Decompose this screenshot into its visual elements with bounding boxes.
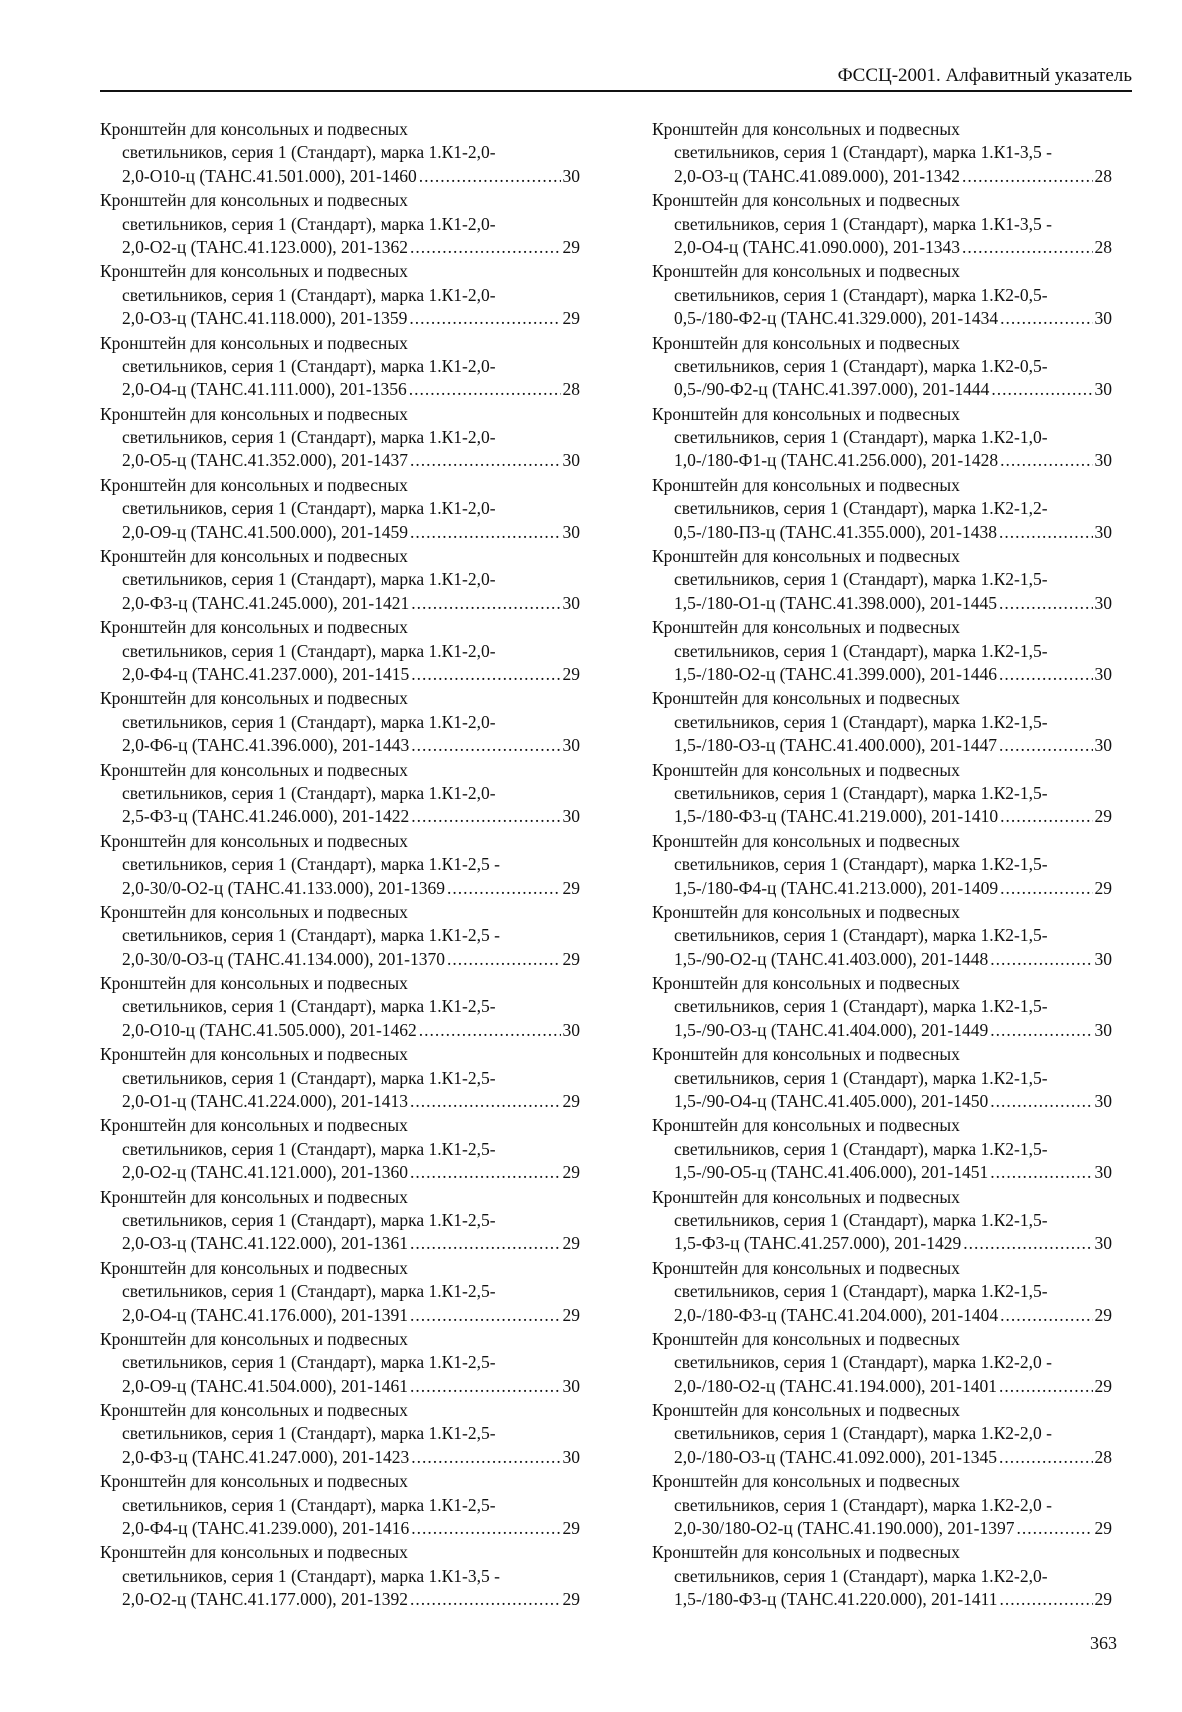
entry-page-number: 30 — [562, 735, 580, 756]
entry-reference: 2,0-О5-ц (ТАНС.41.352.000), 201-1437 — [122, 450, 409, 471]
index-entry — [100, 687, 580, 757]
entry-page-number: 30 — [1094, 1233, 1112, 1254]
entry-reference: 1,5-/180-О3-ц (ТАНС.41.400.000), 201-1447 — [674, 735, 997, 756]
entry-reference: 1,5-/90-О5-ц (ТАНС.41.406.000), 201-1451 — [674, 1162, 989, 1183]
dot-leader — [999, 521, 1093, 544]
entry-description: светильников, серия 1 (Стандарт), марка 1.К2-2,0 - — [674, 1423, 1052, 1444]
entry-heading: Кронштейн для консольных и подвесных — [100, 1328, 408, 1349]
entry-reference-line — [652, 734, 1112, 757]
entry-reference: 2,0-О4-ц (ТАНС.41.176.000), 201-1391 — [122, 1304, 409, 1325]
entry-reference: 2,0-О10-ц (ТАНС.41.505.000), 201-1462 — [122, 1019, 417, 1040]
entry-heading: Кронштейн для консольных и подвесных — [652, 474, 960, 495]
entry-heading: Кронштейн для консольных и подвесных — [652, 973, 960, 994]
dot-leader — [999, 1446, 1093, 1469]
entry-reference-line — [652, 1446, 1112, 1469]
entry-heading: Кронштейн для консольных и подвесных — [652, 830, 960, 851]
entry-reference-line — [100, 449, 580, 472]
dot-leader — [1016, 1517, 1092, 1540]
entry-description: светильников, серия 1 (Стандарт), марка 1.К1-2,0- — [122, 213, 496, 234]
entry-page-number: 29 — [562, 1304, 580, 1325]
dot-leader — [1000, 1588, 1093, 1611]
entry-description: светильников, серия 1 (Стандарт), марка 1.К1-2,0- — [122, 782, 496, 803]
entry-reference: 1,5-/90-О4-ц (ТАНС.41.405.000), 201-1450 — [674, 1091, 989, 1112]
index-entry — [652, 545, 1112, 615]
entry-page-number: 29 — [562, 948, 580, 969]
entry-reference: 2,0-30/0-О3-ц (ТАНС.41.134.000), 201-1370 — [122, 948, 445, 969]
dot-leader — [410, 236, 560, 259]
entry-reference-line — [652, 449, 1112, 472]
entry-heading: Кронштейн для консольных и подвесных — [652, 1257, 960, 1278]
dot-leader — [419, 1019, 561, 1042]
entry-page-number: 29 — [562, 1162, 580, 1183]
entry-heading: Кронштейн для консольных и подвесных — [100, 403, 408, 424]
entry-page-number: 29 — [562, 1518, 580, 1539]
entry-reference: 2,0-О3-ц (ТАНС.41.089.000), 201-1342 — [674, 165, 961, 186]
entry-heading: Кронштейн для консольных и подвесных — [652, 1471, 960, 1492]
entry-reference: 2,0-О4-ц (ТАНС.41.111.000), 201-1356 — [122, 379, 407, 400]
entry-reference-line — [100, 1588, 580, 1611]
entry-description: светильников, серия 1 (Стандарт), марка 1.К1-2,5- — [122, 1423, 496, 1444]
entry-description: светильников, серия 1 (Стандарт), марка 1.К2-2,0 - — [674, 1352, 1052, 1373]
entry-page-number: 30 — [562, 806, 580, 827]
dot-leader — [1000, 805, 1092, 828]
entry-page-number: 29 — [1094, 877, 1112, 898]
entry-heading: Кронштейн для консольных и подвесных — [100, 830, 408, 851]
entry-heading: Кронштейн для консольных и подвесных — [652, 261, 960, 282]
entry-description: светильников, серия 1 (Стандарт), марка 1.К2-1,5- — [674, 569, 1048, 590]
entry-reference-line — [652, 877, 1112, 900]
entry-description: светильников, серия 1 (Стандарт), марка 1.К1-2,5- — [122, 1138, 496, 1159]
dot-leader — [990, 948, 1092, 971]
entry-reference: 1,5-/90-О2-ц (ТАНС.41.403.000), 201-1448 — [674, 948, 989, 969]
index-entry — [652, 830, 1112, 900]
index-entry — [652, 474, 1112, 544]
dot-leader — [410, 449, 560, 472]
index-entry — [652, 759, 1112, 829]
entry-reference: 2,0-/180-О2-ц (ТАНС.41.194.000), 201-1401 — [674, 1375, 997, 1396]
entry-reference: 2,0-30/180-О2-ц (ТАНС.41.190.000), 201-1397 — [674, 1518, 1015, 1539]
entry-page-number: 30 — [1094, 1162, 1112, 1183]
entry-heading: Кронштейн для консольных и подвесных — [100, 759, 408, 780]
entry-page-number: 28 — [562, 379, 580, 400]
entry-reference: 2,0-/180-Ф3-ц (ТАНС.41.204.000), 201-1404 — [674, 1304, 999, 1325]
entry-page-number: 28 — [1094, 236, 1112, 257]
dot-leader — [962, 165, 1092, 188]
entry-heading: Кронштейн для консольных и подвесных — [652, 403, 960, 424]
entry-page-number: 30 — [1094, 663, 1112, 684]
dot-leader — [410, 1161, 560, 1184]
entry-reference: 1,5-/180-Ф3-ц (ТАНС.41.220.000), 201-1411 — [674, 1589, 998, 1610]
dot-leader — [1000, 307, 1092, 330]
index-entry — [100, 1114, 580, 1184]
entry-description: светильников, серия 1 (Стандарт), марка 1.К1-2,0- — [122, 498, 496, 519]
entry-page-number: 30 — [562, 1446, 580, 1467]
dot-leader — [409, 307, 560, 330]
entry-description: светильников, серия 1 (Стандарт), марка 1.К2-2,0- — [674, 1565, 1048, 1586]
entry-reference-line — [100, 1375, 580, 1398]
entry-reference: 2,0-О4-ц (ТАНС.41.090.000), 201-1343 — [674, 236, 961, 257]
entry-reference-line — [652, 1375, 1112, 1398]
entry-description: светильников, серия 1 (Стандарт), марка 1.К1-2,5- — [122, 1209, 496, 1230]
entry-description: светильников, серия 1 (Стандарт), марка 1.К2-1,5- — [674, 782, 1048, 803]
entry-page-number: 29 — [562, 1589, 580, 1610]
entry-reference-line — [652, 592, 1112, 615]
entry-page-number: 28 — [1094, 1446, 1112, 1467]
entry-heading: Кронштейн для консольных и подвесных — [652, 546, 960, 567]
index-entry — [100, 403, 580, 473]
index-entry — [100, 1541, 580, 1611]
entry-reference: 1,5-/180-О1-ц (ТАНС.41.398.000), 201-1445 — [674, 592, 997, 613]
dot-leader — [447, 877, 561, 900]
entry-reference: 2,0-О2-ц (ТАНС.41.121.000), 201-1360 — [122, 1162, 409, 1183]
entry-reference-line — [100, 734, 580, 757]
dot-leader — [410, 1375, 560, 1398]
index-entry — [652, 1541, 1112, 1611]
entry-reference: 2,0-30/0-О2-ц (ТАНС.41.133.000), 201-1369 — [122, 877, 445, 898]
entry-reference-line — [100, 1090, 580, 1113]
entry-description: светильников, серия 1 (Стандарт), марка 1.К1-2,5- — [122, 1067, 496, 1088]
entry-page-number: 29 — [562, 236, 580, 257]
entry-reference: 0,5-/90-Ф2-ц (ТАНС.41.397.000), 201-1444 — [674, 379, 990, 400]
entry-description: светильников, серия 1 (Стандарт), марка 1.К1-3,5 - — [674, 213, 1052, 234]
dot-leader — [999, 663, 1093, 686]
index-entry — [100, 545, 580, 615]
entry-description: светильников, серия 1 (Стандарт), марка 1.К2-2,0 - — [674, 1494, 1052, 1515]
entry-heading: Кронштейн для консольных и подвесных — [100, 546, 408, 567]
dot-leader — [999, 734, 1093, 757]
entry-heading: Кронштейн для консольных и подвесных — [100, 190, 408, 211]
entry-heading: Кронштейн для консольных и подвесных — [100, 119, 408, 139]
entry-description: светильников, серия 1 (Стандарт), марка 1.К2-1,5- — [674, 854, 1048, 875]
dot-leader — [419, 165, 561, 188]
dot-leader — [990, 1161, 1092, 1184]
entry-reference-line — [652, 1090, 1112, 1113]
entry-description: светильников, серия 1 (Стандарт), марка 1.К1-2,0- — [122, 569, 496, 590]
index-entry — [652, 403, 1112, 473]
entry-reference: 2,0-/180-О3-ц (ТАНС.41.092.000), 201-1345 — [674, 1446, 997, 1467]
entry-heading: Кронштейн для консольных и подвесных — [100, 688, 408, 709]
dot-leader — [962, 236, 1092, 259]
entry-reference: 2,5-Ф3-ц (ТАНС.41.246.000), 201-1422 — [122, 806, 410, 827]
entry-reference-line — [652, 521, 1112, 544]
entry-description: светильников, серия 1 (Стандарт), марка 1.К1-2,5- — [122, 1352, 496, 1373]
dot-leader — [410, 521, 560, 544]
entry-reference-line — [100, 165, 580, 188]
entry-reference: 2,0-О3-ц (ТАНС.41.122.000), 201-1361 — [122, 1233, 409, 1254]
entry-reference-line — [652, 1161, 1112, 1184]
entry-reference: 2,0-О3-ц (ТАНС.41.118.000), 201-1359 — [122, 308, 408, 329]
entry-heading: Кронштейн для консольных и подвесных — [652, 1542, 960, 1563]
entry-reference-line — [652, 1019, 1112, 1042]
entry-page-number: 30 — [562, 1019, 580, 1040]
entry-description: светильников, серия 1 (Стандарт), марка 1.К2-1,5- — [674, 1281, 1048, 1302]
index-entry — [652, 118, 1112, 188]
entry-page-number: 30 — [562, 1375, 580, 1396]
entry-description: светильников, серия 1 (Стандарт), марка 1.К1-2,5 - — [122, 854, 500, 875]
dot-leader — [991, 378, 1092, 401]
entry-heading: Кронштейн для консольных и подвесных — [652, 759, 960, 780]
index-entry — [652, 189, 1112, 259]
header-rule — [100, 90, 1132, 92]
entry-heading: Кронштейн для консольных и подвесных — [652, 190, 960, 211]
dot-leader — [411, 1446, 560, 1469]
entry-heading: Кронштейн для консольных и подвесных — [652, 1186, 960, 1207]
entry-reference-line — [100, 948, 580, 971]
entry-reference-line — [652, 663, 1112, 686]
index-entry — [652, 1186, 1112, 1256]
entry-description: светильников, серия 1 (Стандарт), марка 1.К2-1,5- — [674, 996, 1048, 1017]
index-entry — [652, 1328, 1112, 1398]
dot-leader — [963, 1232, 1092, 1255]
entry-reference: 2,0-Ф4-ц (ТАНС.41.239.000), 201-1416 — [122, 1518, 410, 1539]
entry-page-number: 29 — [1094, 1304, 1112, 1325]
index-entry — [100, 1470, 580, 1540]
index-entry — [652, 1257, 1112, 1327]
entry-description: светильников, серия 1 (Стандарт), марка 1.К2-1,5- — [674, 1138, 1048, 1159]
page-number: 363 — [1090, 1633, 1117, 1653]
entry-heading: Кронштейн для консольных и подвесных — [652, 332, 960, 353]
entry-reference-line — [652, 1517, 1112, 1540]
entry-reference: 1,0-/180-Ф1-ц (ТАНС.41.256.000), 201-1428 — [674, 450, 999, 471]
entry-page-number: 30 — [1094, 948, 1112, 969]
dot-leader — [999, 1375, 1093, 1398]
dot-leader — [999, 592, 1093, 615]
entry-reference-line — [100, 1161, 580, 1184]
entry-heading: Кронштейн для консольных и подвесных — [652, 1044, 960, 1065]
index-entry — [100, 901, 580, 971]
entry-description: светильников, серия 1 (Стандарт), марка 1.К2-1,5- — [674, 640, 1048, 661]
entry-reference-line — [100, 1304, 580, 1327]
entry-description: светильников, серия 1 (Стандарт), марка 1.К2-1,5- — [674, 925, 1048, 946]
entry-page-number: 29 — [562, 877, 580, 898]
dot-leader — [1000, 1304, 1092, 1327]
entry-page-number: 29 — [562, 308, 580, 329]
index-entry — [652, 687, 1112, 757]
entry-reference: 1,5-/90-О3-ц (ТАНС.41.404.000), 201-1449 — [674, 1019, 989, 1040]
dot-leader — [410, 1232, 560, 1255]
entry-reference-line — [100, 1019, 580, 1042]
entry-description: светильников, серия 1 (Стандарт), марка 1.К1-2,5- — [122, 1281, 496, 1302]
entry-heading: Кронштейн для консольных и подвесных — [652, 901, 960, 922]
entry-page-number: 30 — [1094, 735, 1112, 756]
entry-reference: 2,0-О1-ц (ТАНС.41.224.000), 201-1413 — [122, 1091, 409, 1112]
entry-reference: 2,0-Ф4-ц (ТАНС.41.237.000), 201-1415 — [122, 663, 410, 684]
entry-reference-line — [100, 592, 580, 615]
entry-reference-line — [100, 1446, 580, 1469]
entry-reference-line — [100, 236, 580, 259]
entry-reference: 2,0-О9-ц (ТАНС.41.504.000), 201-1461 — [122, 1375, 409, 1396]
entry-page-number: 30 — [562, 592, 580, 613]
entry-reference-line — [100, 378, 580, 401]
entry-page-number: 29 — [1094, 1589, 1112, 1610]
entry-page-number: 30 — [1094, 592, 1112, 613]
entry-heading: Кронштейн для консольных и подвесных — [100, 1400, 408, 1421]
entry-heading: Кронштейн для консольных и подвесных — [100, 332, 408, 353]
entry-reference-line — [652, 1232, 1112, 1255]
entry-reference-line — [652, 948, 1112, 971]
dot-leader — [990, 1019, 1092, 1042]
index-entry — [100, 1257, 580, 1327]
entry-page-number: 30 — [562, 521, 580, 542]
entry-page-number: 30 — [562, 450, 580, 471]
entry-description: светильников, серия 1 (Стандарт), марка 1.К1-2,0- — [122, 142, 496, 163]
index-entry — [100, 332, 580, 402]
index-column-right — [652, 118, 1112, 1613]
entry-heading: Кронштейн для консольных и подвесных — [652, 1400, 960, 1421]
entry-reference: 0,5-/180-П3-ц (ТАНС.41.355.000), 201-1438 — [674, 521, 997, 542]
entry-reference-line — [652, 805, 1112, 828]
index-entry — [652, 1114, 1112, 1184]
entry-heading: Кронштейн для консольных и подвесных — [652, 1115, 960, 1136]
entry-heading: Кронштейн для консольных и подвесных — [100, 1257, 408, 1278]
entry-page-number: 30 — [1094, 1019, 1112, 1040]
dot-leader — [410, 1304, 560, 1327]
entry-page-number: 30 — [1094, 521, 1112, 542]
index-entry — [652, 972, 1112, 1042]
dot-leader — [411, 1517, 560, 1540]
dot-leader — [1000, 449, 1092, 472]
entry-reference: 2,0-Ф3-ц (ТАНС.41.245.000), 201-1421 — [122, 592, 410, 613]
entry-description: светильников, серия 1 (Стандарт), марка 1.К1-2,0- — [122, 711, 496, 732]
entry-page-number: 30 — [1094, 1091, 1112, 1112]
entry-page-number: 29 — [1094, 806, 1112, 827]
entry-reference: 0,5-/180-Ф2-ц (ТАНС.41.329.000), 201-1434 — [674, 308, 999, 329]
index-entry — [100, 260, 580, 330]
index-entry — [100, 972, 580, 1042]
entry-heading: Кронштейн для консольных и подвесных — [100, 1186, 408, 1207]
index-entry — [100, 1328, 580, 1398]
entry-description: светильников, серия 1 (Стандарт), марка 1.К2-0,5- — [674, 284, 1048, 305]
entry-reference-line — [100, 877, 580, 900]
entry-reference-line — [652, 307, 1112, 330]
entry-reference: 2,0-О2-ц (ТАНС.41.177.000), 201-1392 — [122, 1589, 409, 1610]
index-entry — [100, 830, 580, 900]
entry-description: светильников, серия 1 (Стандарт), марка 1.К1-2,5- — [122, 1494, 496, 1515]
entry-description: светильников, серия 1 (Стандарт), марка 1.К2-1,2- — [674, 498, 1048, 519]
entry-page-number: 30 — [1094, 308, 1112, 329]
index-entry — [100, 759, 580, 829]
index-entry — [652, 1399, 1112, 1469]
index-entry — [100, 1186, 580, 1256]
index-entry — [652, 1470, 1112, 1540]
entry-description: светильников, серия 1 (Стандарт), марка 1.К1-2,0- — [122, 427, 496, 448]
entry-heading: Кронштейн для консольных и подвесных — [652, 617, 960, 638]
entry-page-number: 30 — [562, 165, 580, 186]
index-column-left — [100, 118, 580, 1613]
entry-heading: Кронштейн для консольных и подвесных — [652, 1328, 960, 1349]
entry-heading: Кронштейн для консольных и подвесных — [100, 1115, 408, 1136]
index-entry — [652, 901, 1112, 971]
entry-reference: 2,0-О10-ц (ТАНС.41.501.000), 201-1460 — [122, 165, 417, 186]
entry-description: светильников, серия 1 (Стандарт), марка 1.К2-1,5- — [674, 1209, 1048, 1230]
entry-reference: 2,0-О2-ц (ТАНС.41.123.000), 201-1362 — [122, 236, 409, 257]
entry-reference-line — [652, 378, 1112, 401]
dot-leader — [409, 378, 561, 401]
index-entry — [652, 260, 1112, 330]
dot-leader — [411, 734, 560, 757]
dot-leader — [410, 1090, 560, 1113]
entry-page-number: 29 — [1094, 1375, 1112, 1396]
entry-reference: 1,5-Ф3-ц (ТАНС.41.257.000), 201-1429 — [674, 1233, 962, 1254]
index-entry — [652, 616, 1112, 686]
entry-description: светильников, серия 1 (Стандарт), марка 1.К1-2,5- — [122, 996, 496, 1017]
entry-description: светильников, серия 1 (Стандарт), марка 1.К1-2,0- — [122, 284, 496, 305]
entry-heading: Кронштейн для консольных и подвесных — [652, 688, 960, 709]
index-entry — [100, 189, 580, 259]
entry-page-number: 30 — [1094, 450, 1112, 471]
entry-reference: 2,0-Ф3-ц (ТАНС.41.247.000), 201-1423 — [122, 1446, 410, 1467]
index-entry — [100, 474, 580, 544]
entry-page-number: 29 — [562, 663, 580, 684]
entry-description: светильников, серия 1 (Стандарт), марка 1.К1-2,0- — [122, 640, 496, 661]
entry-description: светильников, серия 1 (Стандарт), марка 1.К2-1,5- — [674, 711, 1048, 732]
entry-heading: Кронштейн для консольных и подвесных — [100, 617, 408, 638]
entry-reference: 1,5-/180-О2-ц (ТАНС.41.399.000), 201-1446 — [674, 663, 997, 684]
entry-reference-line — [652, 1588, 1112, 1611]
entry-reference-line — [652, 236, 1112, 259]
page-header: ФССЦ-2001. Алфавитный указатель — [837, 65, 1132, 86]
entry-reference-line — [100, 521, 580, 544]
entry-heading: Кронштейн для консольных и подвесных — [100, 1044, 408, 1065]
entry-reference-line — [100, 805, 580, 828]
entry-heading: Кронштейн для консольных и подвесных — [652, 119, 960, 139]
entry-description: светильников, серия 1 (Стандарт), марка 1.К2-1,0- — [674, 427, 1048, 448]
entry-page-number: 30 — [1094, 379, 1112, 400]
entry-reference-line — [100, 663, 580, 686]
dot-leader — [410, 1588, 560, 1611]
entry-description: светильников, серия 1 (Стандарт), марка 1.К1-3,5 - — [674, 142, 1052, 163]
entry-heading: Кронштейн для консольных и подвесных — [100, 1471, 408, 1492]
entry-page-number: 29 — [1094, 1518, 1112, 1539]
entry-description: светильников, серия 1 (Стандарт), марка 1.К1-3,5 - — [122, 1565, 500, 1586]
entry-reference: 1,5-/180-Ф3-ц (ТАНС.41.219.000), 201-1410 — [674, 806, 999, 827]
dot-leader — [1000, 877, 1092, 900]
dot-leader — [411, 805, 560, 828]
dot-leader — [447, 948, 561, 971]
entry-heading: Кронштейн для консольных и подвесных — [100, 901, 408, 922]
index-entry — [100, 1043, 580, 1113]
entry-description: светильников, серия 1 (Стандарт), марка 1.К1-2,5 - — [122, 925, 500, 946]
entry-heading: Кронштейн для консольных и подвесных — [100, 261, 408, 282]
index-entry — [100, 1399, 580, 1469]
entry-reference: 1,5-/180-Ф4-ц (ТАНС.41.213.000), 201-1409 — [674, 877, 999, 898]
entry-description: светильников, серия 1 (Стандарт), марка 1.К2-1,5- — [674, 1067, 1048, 1088]
entry-reference-line — [652, 1304, 1112, 1327]
entry-heading: Кронштейн для консольных и подвесных — [100, 973, 408, 994]
index-entry — [100, 616, 580, 686]
entry-heading: Кронштейн для консольных и подвесных — [100, 1542, 408, 1563]
dot-leader — [411, 592, 560, 615]
entry-reference-line — [100, 1517, 580, 1540]
entry-description: светильников, серия 1 (Стандарт), марка 1.К1-2,0- — [122, 355, 496, 376]
entry-reference-line — [652, 165, 1112, 188]
dot-leader — [411, 663, 560, 686]
entry-reference-line — [100, 307, 580, 330]
dot-leader — [990, 1090, 1092, 1113]
index-entry — [652, 332, 1112, 402]
entry-reference: 2,0-О9-ц (ТАНС.41.500.000), 201-1459 — [122, 521, 409, 542]
entry-reference: 2,0-Ф6-ц (ТАНС.41.396.000), 201-1443 — [122, 735, 410, 756]
entry-description: светильников, серия 1 (Стандарт), марка 1.К2-0,5- — [674, 355, 1048, 376]
index-entry — [652, 1043, 1112, 1113]
entry-page-number: 29 — [562, 1233, 580, 1254]
entry-heading: Кронштейн для консольных и подвесных — [100, 474, 408, 495]
entry-page-number: 28 — [1094, 165, 1112, 186]
entry-page-number: 29 — [562, 1091, 580, 1112]
entry-reference-line — [100, 1232, 580, 1255]
index-entry — [100, 118, 580, 188]
